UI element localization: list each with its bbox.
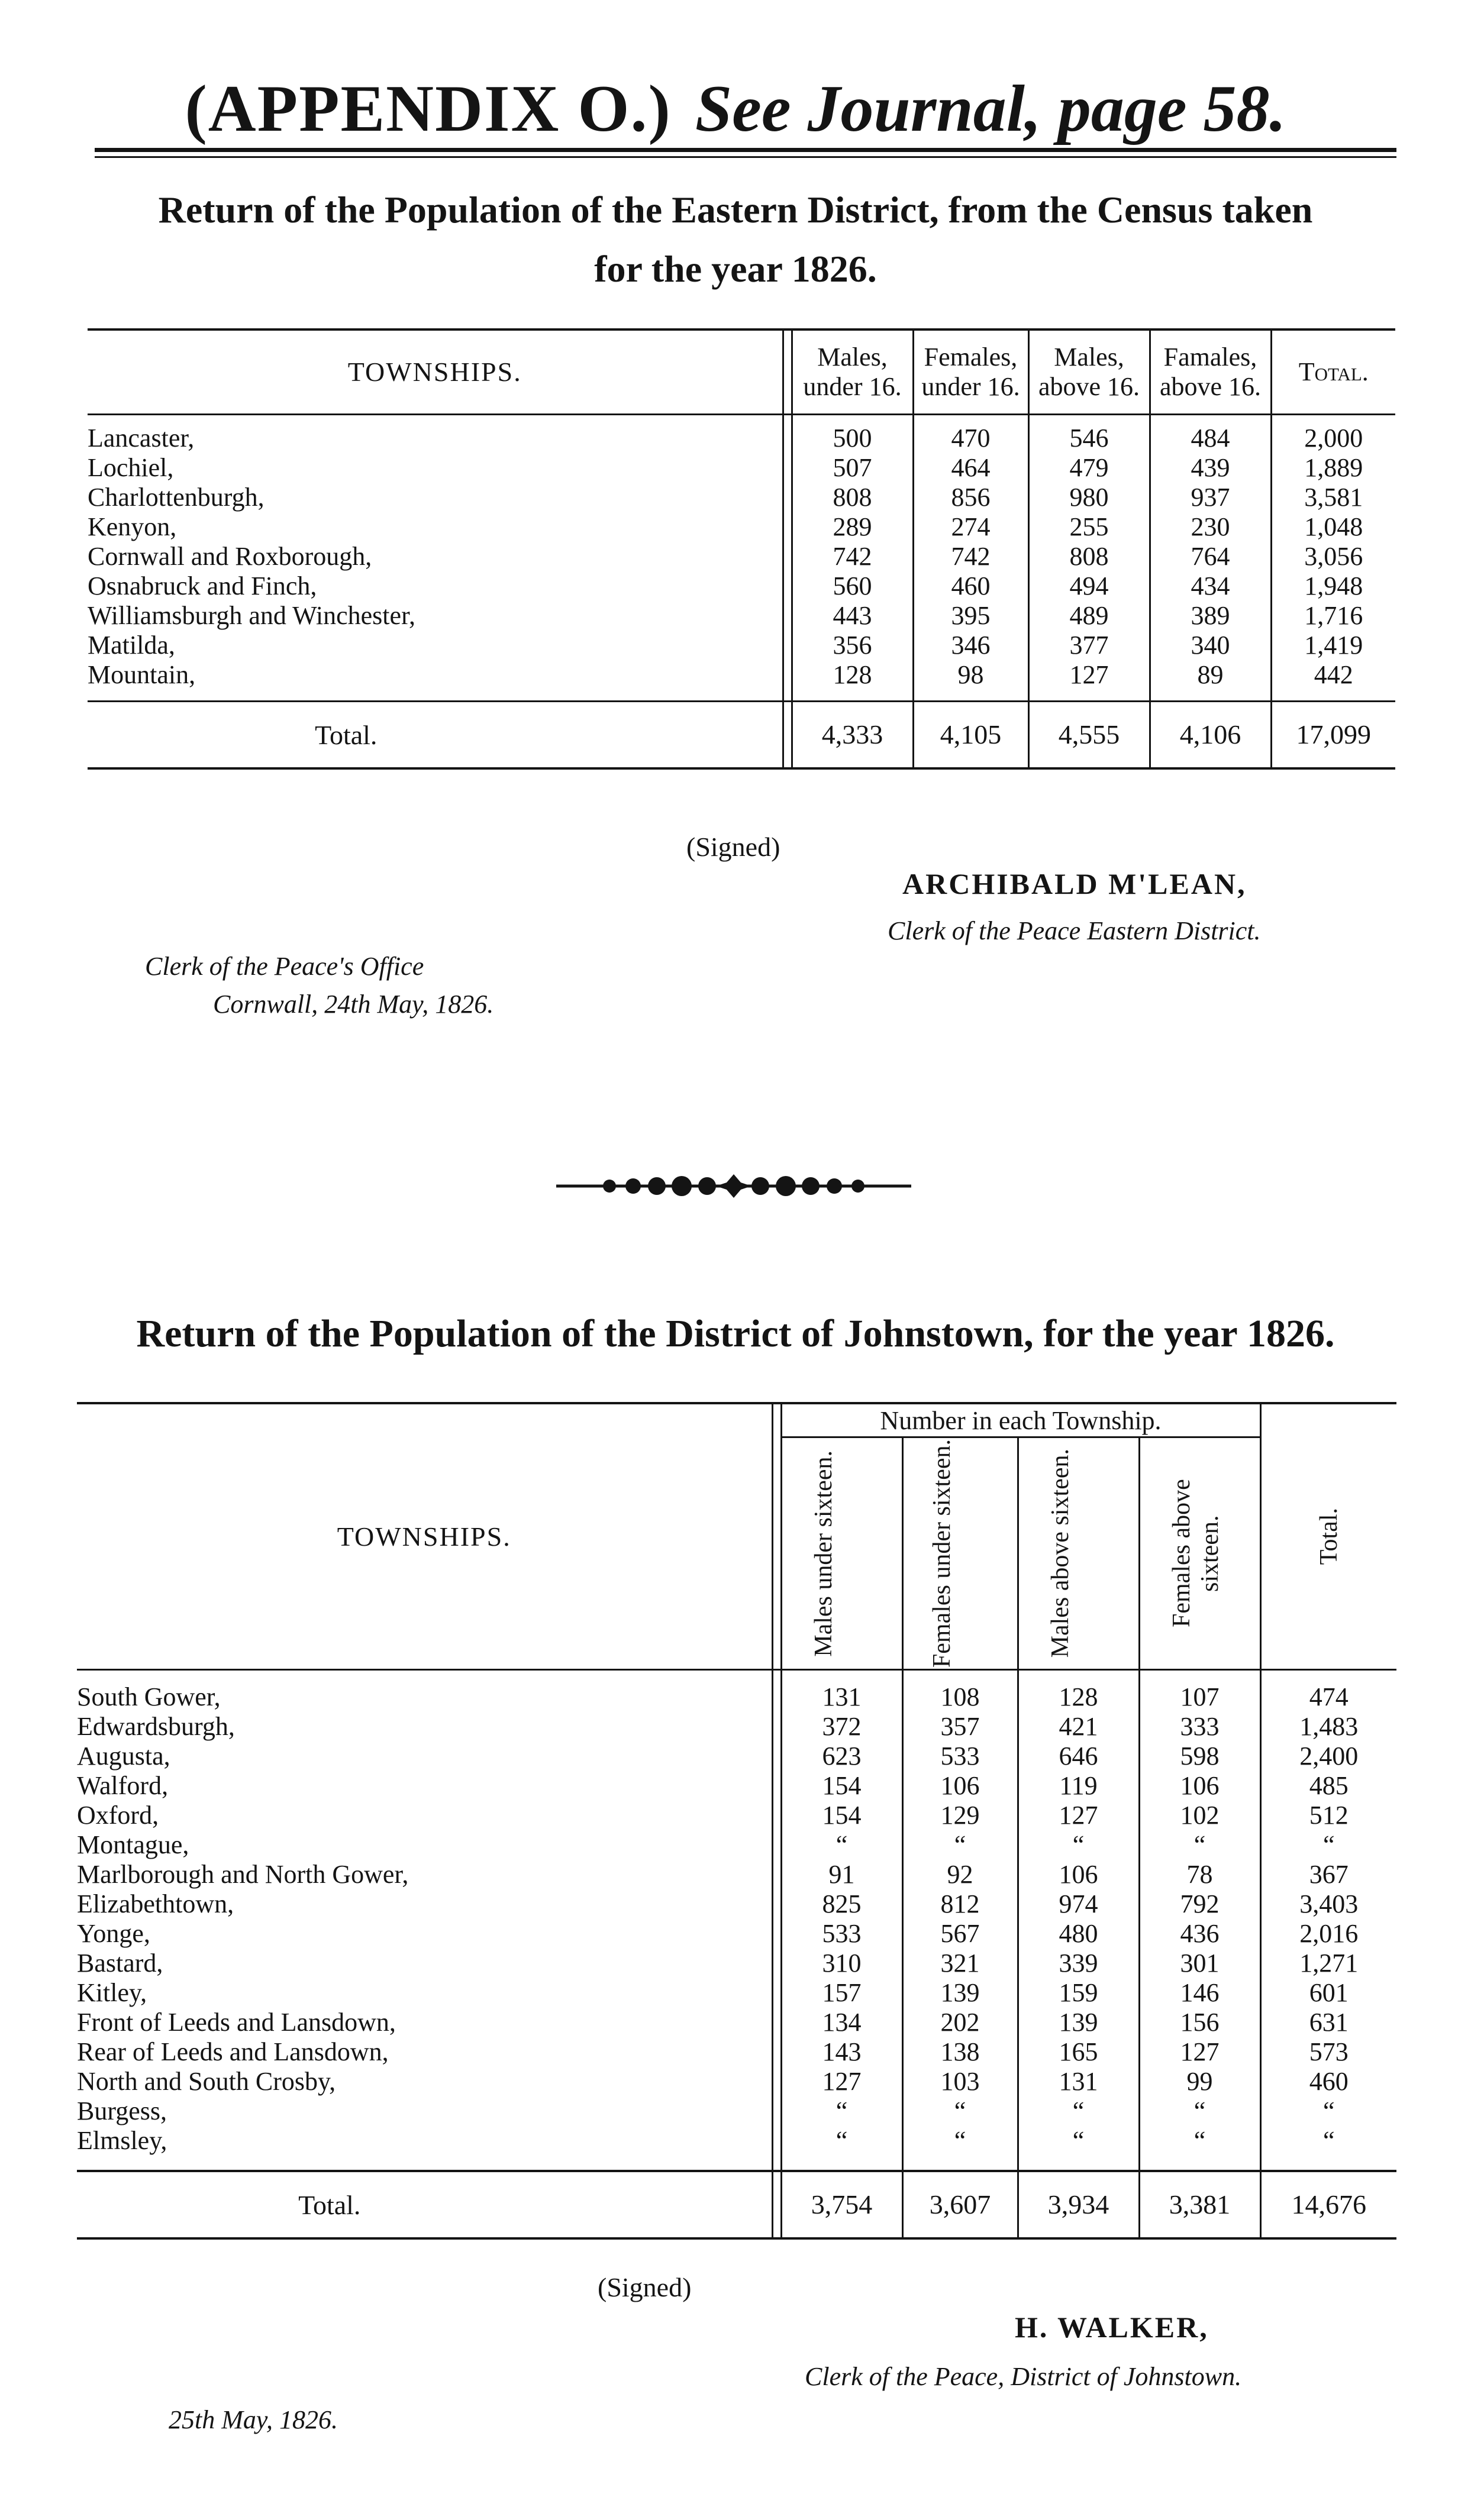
eastern-body [88, 415, 1395, 702]
eastern-col-females-above: Famales, above 16. [1150, 329, 1271, 415]
eastern-cell: 484 [1150, 415, 1271, 454]
johnstown-cell: 99 [1139, 2067, 1260, 2096]
johnstown-township-name: South Gower, [77, 1682, 221, 1711]
johnstown-col-total [1260, 1404, 1396, 1670]
eastern-cell: 470 [913, 415, 1028, 454]
johnstown-col-males-under [781, 1437, 902, 1670]
johnstown-cell: 119 [1018, 1771, 1139, 1801]
eastern-signer: ARCHIBALD M'LEAN, [902, 867, 1247, 900]
johnstown-signer: H. WALKER, [1015, 2311, 1209, 2344]
eastern-township-name: Cornwall and Roxborough, [88, 542, 372, 571]
johnstown-cell: 159 [1018, 1978, 1139, 2008]
johnstown-cell: 154 [781, 1771, 902, 1801]
johnstown-cell: 567 [902, 1919, 1018, 1949]
eastern-township-name: Matilda, [88, 631, 175, 660]
johnstown-total-value: 14,676 [1260, 2171, 1396, 2238]
johnstown-cell: 156 [1139, 2008, 1260, 2037]
johnstown-row-name-cell [77, 1860, 772, 1889]
eastern-cell: 1,716 [1271, 601, 1395, 631]
johnstown-cell: “ [902, 2126, 1018, 2171]
johnstown-spacer-cell [772, 1712, 781, 1742]
johnstown-spacer-cell [772, 2096, 781, 2126]
eastern-total-value: 17,099 [1271, 702, 1395, 769]
johnstown-cell: 372 [781, 1712, 902, 1742]
eastern-col-townships: TOWNSHIPS. [88, 329, 783, 415]
header-rule-thick [95, 148, 1396, 152]
johnstown-township-name: Elmsley, [77, 2126, 167, 2155]
eastern-cell: 1,889 [1271, 453, 1395, 483]
eastern-signer-title: Clerk of the Peace Eastern District. [888, 916, 1261, 945]
eastern-table [88, 328, 1395, 770]
johnstown-spacer-cell [772, 1949, 781, 1978]
johnstown-township-name: Elizabethtown, [77, 1889, 234, 1918]
eastern-cell: 3,056 [1271, 542, 1395, 571]
johnstown-cell: 321 [902, 1949, 1018, 1978]
eastern-cell: 479 [1028, 453, 1150, 483]
johnstown-cell: “ [1260, 2126, 1396, 2171]
johnstown-cell: 106 [1018, 1860, 1139, 1889]
johnstown-township-name: Front of Leeds and Lansdown, [77, 2008, 396, 2037]
eastern-township-name: Lancaster, [88, 424, 195, 453]
johnstown-cell: 103 [902, 2067, 1018, 2096]
eastern-cell: 443 [792, 601, 913, 631]
eastern-total-row [88, 702, 1395, 769]
johnstown-row [77, 2126, 1396, 2171]
eastern-cell: 356 [792, 631, 913, 660]
ornament-divider [556, 1174, 911, 1198]
johnstown-row [77, 1742, 1396, 1771]
eastern-row-name-cell [88, 483, 783, 512]
johnstown-spacer-cell [772, 1771, 781, 1801]
johnstown-row [77, 1712, 1396, 1742]
eastern-spacer-cell [783, 601, 792, 631]
johnstown-township-name: Marlborough and North Gower, [77, 1860, 409, 1889]
johnstown-table [77, 1402, 1396, 2240]
eastern-row-name-cell [88, 601, 783, 631]
johnstown-township-name: Montague, [77, 1830, 189, 1859]
eastern-cell: 439 [1150, 453, 1271, 483]
eastern-title-line2: for the year 1826. [594, 248, 877, 290]
eastern-cell: 937 [1150, 483, 1271, 512]
johnstown-col-townships: TOWNSHIPS. [337, 1521, 511, 1552]
johnstown-cell: “ [1139, 2126, 1260, 2171]
eastern-township-name: Osnabruck and Finch, [88, 571, 317, 600]
eastern-row-name-cell [88, 542, 783, 571]
eastern-spacer-cell [783, 542, 792, 571]
eastern-cell: 856 [913, 483, 1028, 512]
johnstown-cell: “ [781, 1830, 902, 1860]
appendix-label: (APPENDIX O.) [185, 72, 672, 146]
johnstown-cell: “ [1139, 2096, 1260, 2126]
eastern-row-name-cell [88, 512, 783, 542]
johnstown-date: 25th May, 1826. [169, 2405, 338, 2434]
johnstown-total-label: Total. [77, 2171, 772, 2238]
eastern-cell: 1,419 [1271, 631, 1395, 660]
johnstown-spacer-cell [772, 2067, 781, 2096]
johnstown-spacer-cell [772, 1742, 781, 1771]
johnstown-cell: 102 [1139, 1801, 1260, 1830]
eastern-row [88, 512, 1395, 542]
johnstown-row-name-cell [77, 1712, 772, 1742]
eastern-spacer-cell [783, 631, 792, 660]
eastern-spacer-cell [783, 483, 792, 512]
eastern-col-males-above: Males, above 16. [1028, 329, 1150, 415]
eastern-row [88, 542, 1395, 571]
eastern-spacer-cell [783, 512, 792, 542]
eastern-township-name: Charlottenburgh, [88, 483, 264, 512]
johnstown-spacer-cell [772, 1860, 781, 1889]
eastern-cell: 289 [792, 512, 913, 542]
johnstown-cell: 310 [781, 1949, 902, 1978]
johnstown-cell: “ [1260, 2096, 1396, 2126]
header-rule-thin [95, 156, 1396, 158]
johnstown-row-name-cell [77, 1919, 772, 1949]
eastern-cell: 377 [1028, 631, 1150, 660]
johnstown-cell: 601 [1260, 1978, 1396, 2008]
johnstown-col-total-label: Total. [1315, 1508, 1343, 1565]
johnstown-cell: 1,483 [1260, 1712, 1396, 1742]
johnstown-cell: 127 [1018, 1801, 1139, 1830]
eastern-cell: 560 [792, 571, 913, 601]
eastern-row-name-cell [88, 571, 783, 601]
johnstown-col-spacer [772, 1404, 781, 1670]
eastern-row-name-cell [88, 660, 783, 702]
johnstown-total-spacer [772, 2171, 781, 2238]
eastern-cell: 808 [792, 483, 913, 512]
johnstown-cell: 339 [1018, 1949, 1139, 1978]
eastern-total-value: 4,105 [913, 702, 1028, 769]
johnstown-cell: 78 [1139, 1860, 1260, 1889]
eastern-cell: 98 [913, 660, 1028, 702]
johnstown-cell: 460 [1260, 2067, 1396, 2096]
johnstown-row [77, 2008, 1396, 2037]
eastern-office-line1: Clerk of the Peace's Office [145, 952, 424, 981]
johnstown-spacer-cell [772, 2008, 781, 2037]
eastern-total-value: 4,106 [1150, 702, 1271, 769]
journal-reference: See Journal, page 58. [695, 72, 1286, 146]
johnstown-row [77, 1801, 1396, 1830]
johnstown-row [77, 1978, 1396, 2008]
johnstown-cell: 2,016 [1260, 1919, 1396, 1949]
johnstown-township-name: Bastard, [77, 1949, 163, 1978]
eastern-spacer-cell [783, 453, 792, 483]
eastern-cell: 460 [913, 571, 1028, 601]
johnstown-cell: 631 [1260, 2008, 1396, 2037]
johnstown-row-name-cell [77, 1978, 772, 2008]
johnstown-cell: 480 [1018, 1919, 1139, 1949]
johnstown-township-name: Edwardsburgh, [77, 1712, 235, 1741]
eastern-cell: 500 [792, 415, 913, 454]
eastern-cell: 340 [1150, 631, 1271, 660]
johnstown-cell: 333 [1139, 1712, 1260, 1742]
johnstown-cell: 512 [1260, 1801, 1396, 1830]
johnstown-cell: 127 [781, 2067, 902, 2096]
johnstown-spacer-cell [772, 1919, 781, 1949]
eastern-header-row [88, 329, 1395, 415]
johnstown-cell: 301 [1139, 1949, 1260, 1978]
page-header [0, 71, 1471, 147]
eastern-row [88, 453, 1395, 483]
eastern-title [0, 180, 1471, 299]
johnstown-cell: “ [1260, 1830, 1396, 1860]
eastern-cell: 89 [1150, 660, 1271, 702]
johnstown-cell: 106 [1139, 1771, 1260, 1801]
johnstown-col-males-above-label: Males above sixteen. [1046, 1449, 1074, 1658]
johnstown-spacer-cell [772, 1670, 781, 1713]
johnstown-cell: 573 [1260, 2037, 1396, 2067]
eastern-cell: 489 [1028, 601, 1150, 631]
johnstown-group-header: Number in each Township. [781, 1404, 1260, 1437]
eastern-cell: 442 [1271, 660, 1395, 702]
eastern-cell: 494 [1028, 571, 1150, 601]
johnstown-cell: “ [781, 2096, 902, 2126]
johnstown-row-name-cell [77, 2008, 772, 2037]
johnstown-group-header-row [77, 1404, 1396, 1437]
johnstown-cell: “ [1139, 1830, 1260, 1860]
johnstown-cell: 129 [902, 1801, 1018, 1830]
eastern-cell: 434 [1150, 571, 1271, 601]
johnstown-township-name: Yonge, [77, 1919, 150, 1948]
johnstown-cell: 357 [902, 1712, 1018, 1742]
eastern-row-name-cell [88, 453, 783, 483]
johnstown-row-name-cell [77, 1830, 772, 1860]
johnstown-row [77, 1670, 1396, 1713]
johnstown-cell: “ [902, 1830, 1018, 1860]
eastern-col-females-under: Females, under 16. [913, 329, 1028, 415]
eastern-cell: 274 [913, 512, 1028, 542]
johnstown-row [77, 1771, 1396, 1801]
johnstown-row-name-cell [77, 2067, 772, 2096]
eastern-cell: 980 [1028, 483, 1150, 512]
eastern-row [88, 660, 1395, 702]
johnstown-township-name: Oxford, [77, 1801, 159, 1830]
johnstown-row [77, 2037, 1396, 2067]
eastern-row [88, 571, 1395, 601]
eastern-cell: 127 [1028, 660, 1150, 702]
johnstown-row-name-cell [77, 2126, 772, 2171]
johnstown-spacer-cell [772, 1801, 781, 1830]
eastern-spacer-cell [783, 660, 792, 702]
johnstown-total-row [77, 2171, 1396, 2238]
johnstown-total-value: 3,381 [1139, 2171, 1260, 2238]
johnstown-township-name: Burgess, [77, 2096, 167, 2125]
eastern-cell: 764 [1150, 542, 1271, 571]
eastern-spacer-cell [783, 571, 792, 601]
johnstown-cell: 825 [781, 1889, 902, 1919]
johnstown-col-females-under [902, 1437, 1018, 1670]
johnstown-spacer-cell [772, 1889, 781, 1919]
johnstown-row-name-cell [77, 2037, 772, 2067]
johnstown-cell: 107 [1139, 1670, 1260, 1713]
eastern-row [88, 415, 1395, 454]
johnstown-cell: 165 [1018, 2037, 1139, 2067]
johnstown-cell: 138 [902, 2037, 1018, 2067]
johnstown-row [77, 1860, 1396, 1889]
johnstown-cell: 533 [781, 1919, 902, 1949]
eastern-total-value: 4,333 [792, 702, 913, 769]
eastern-cell: 546 [1028, 415, 1150, 454]
johnstown-total-value: 3,934 [1018, 2171, 1139, 2238]
johnstown-row [77, 1889, 1396, 1919]
johnstown-row-name-cell [77, 1742, 772, 1771]
eastern-title-line1: Return of the Population of the Eastern District, from the Census taken [158, 189, 1313, 231]
johnstown-cell: 533 [902, 1742, 1018, 1771]
eastern-total-label: Total. [88, 702, 783, 769]
johnstown-row [77, 2096, 1396, 2126]
eastern-cell: 742 [913, 542, 1028, 571]
johnstown-total-value: 3,754 [781, 2171, 902, 2238]
eastern-office-line2: Cornwall, 24th May, 1826. [213, 990, 494, 1019]
johnstown-cell: “ [1018, 2096, 1139, 2126]
johnstown-cell: “ [1018, 1830, 1139, 1860]
eastern-cell: 808 [1028, 542, 1150, 571]
johnstown-body [77, 1670, 1396, 2172]
johnstown-row [77, 1949, 1396, 1978]
johnstown-cell: 131 [1018, 2067, 1139, 2096]
johnstown-cell: 436 [1139, 1919, 1260, 1949]
eastern-cell: 395 [913, 601, 1028, 631]
johnstown-cell: 646 [1018, 1742, 1139, 1771]
johnstown-row [77, 1919, 1396, 1949]
johnstown-cell: 202 [902, 2008, 1018, 2037]
eastern-row [88, 483, 1395, 512]
johnstown-cell: 143 [781, 2037, 902, 2067]
eastern-row [88, 631, 1395, 660]
johnstown-row-name-cell [77, 2096, 772, 2126]
eastern-cell: 128 [792, 660, 913, 702]
johnstown-cell: 598 [1139, 1742, 1260, 1771]
johnstown-row-name-cell [77, 1949, 772, 1978]
eastern-cell: 230 [1150, 512, 1271, 542]
johnstown-cell: 91 [781, 1860, 902, 1889]
johnstown-cell: “ [902, 2096, 1018, 2126]
johnstown-row-name-cell [77, 1801, 772, 1830]
eastern-spacer-cell [783, 415, 792, 454]
eastern-signed: (Signed) [686, 832, 780, 862]
johnstown-cell: 485 [1260, 1771, 1396, 1801]
johnstown-cell: 154 [781, 1801, 902, 1830]
johnstown-col-females-under-label: Females under sixteen. [928, 1439, 956, 1668]
eastern-cell: 1,048 [1271, 512, 1395, 542]
eastern-total-spacer [783, 702, 792, 769]
johnstown-township-name: Kitley, [77, 1978, 147, 2007]
johnstown-cell: 3,403 [1260, 1889, 1396, 1919]
johnstown-cell: 108 [902, 1670, 1018, 1713]
johnstown-row [77, 1830, 1396, 1860]
johnstown-cell: 127 [1139, 2037, 1260, 2067]
johnstown-title: Return of the Population of the District of Johnstown, for the year 1826. [136, 1312, 1335, 1355]
johnstown-township-name: Rear of Leeds and Lansdown, [77, 2037, 389, 2066]
johnstown-cell: 2,400 [1260, 1742, 1396, 1771]
johnstown-cell: 106 [902, 1771, 1018, 1801]
johnstown-cell: “ [781, 2126, 902, 2171]
eastern-cell: 3,581 [1271, 483, 1395, 512]
johnstown-row [77, 2067, 1396, 2096]
johnstown-township-name: Walford, [77, 1771, 169, 1800]
johnstown-township-name: Augusta, [77, 1742, 170, 1771]
johnstown-total-value: 3,607 [902, 2171, 1018, 2238]
eastern-cell: 507 [792, 453, 913, 483]
eastern-cell: 1,948 [1271, 571, 1395, 601]
johnstown-township-name: North and South Crosby, [77, 2067, 336, 2096]
eastern-total-value: 4,555 [1028, 702, 1150, 769]
johnstown-cell: 421 [1018, 1712, 1139, 1742]
eastern-cell: 742 [792, 542, 913, 571]
johnstown-cell: 474 [1260, 1670, 1396, 1713]
johnstown-cell: 367 [1260, 1860, 1396, 1889]
johnstown-spacer-cell [772, 1830, 781, 1860]
eastern-cell: 464 [913, 453, 1028, 483]
johnstown-col-males-under-label: Males under sixteen. [809, 1450, 837, 1657]
eastern-col-total: Total. [1271, 329, 1395, 415]
eastern-cell: 255 [1028, 512, 1150, 542]
johnstown-cell: 92 [902, 1860, 1018, 1889]
eastern-row-name-cell [88, 415, 783, 454]
eastern-col-males-under: Males, under 16. [792, 329, 913, 415]
eastern-cell: 346 [913, 631, 1028, 660]
johnstown-cell: 157 [781, 1978, 902, 2008]
johnstown-cell: 131 [781, 1670, 902, 1713]
johnstown-cell: 623 [781, 1742, 902, 1771]
johnstown-col-females-above [1139, 1437, 1260, 1670]
eastern-cell: 2,000 [1271, 415, 1395, 454]
johnstown-cell: 134 [781, 2008, 902, 2037]
johnstown-cell: 128 [1018, 1670, 1139, 1713]
johnstown-cell: 139 [902, 1978, 1018, 2008]
johnstown-cell: 146 [1139, 1978, 1260, 2008]
eastern-row-name-cell [88, 631, 783, 660]
eastern-cell: 389 [1150, 601, 1271, 631]
johnstown-cell: 1,271 [1260, 1949, 1396, 1978]
eastern-township-name: Mountain, [88, 660, 196, 689]
johnstown-spacer-cell [772, 2126, 781, 2171]
johnstown-spacer-cell [772, 1978, 781, 2008]
johnstown-spacer-cell [772, 2037, 781, 2067]
eastern-col-spacer [783, 329, 792, 415]
johnstown-col-males-above [1018, 1437, 1139, 1670]
johnstown-signed: (Signed) [598, 2272, 692, 2302]
eastern-row [88, 601, 1395, 631]
johnstown-row-name-cell [77, 1670, 772, 1713]
johnstown-col-females-above-label: Females above sixteen. [1167, 1479, 1224, 1628]
eastern-township-name: Williamsburgh and Winchester, [88, 601, 415, 630]
eastern-township-name: Lochiel, [88, 453, 174, 482]
johnstown-signer-title: Clerk of the Peace, District of Johnstown. [805, 2362, 1242, 2391]
eastern-township-name: Kenyon, [88, 512, 177, 541]
johnstown-row-name-cell [77, 1889, 772, 1919]
johnstown-cell: 792 [1139, 1889, 1260, 1919]
johnstown-cell: “ [1018, 2126, 1139, 2171]
johnstown-cell: 812 [902, 1889, 1018, 1919]
johnstown-cell: 139 [1018, 2008, 1139, 2037]
johnstown-row-name-cell [77, 1771, 772, 1801]
johnstown-cell: 974 [1018, 1889, 1139, 1919]
